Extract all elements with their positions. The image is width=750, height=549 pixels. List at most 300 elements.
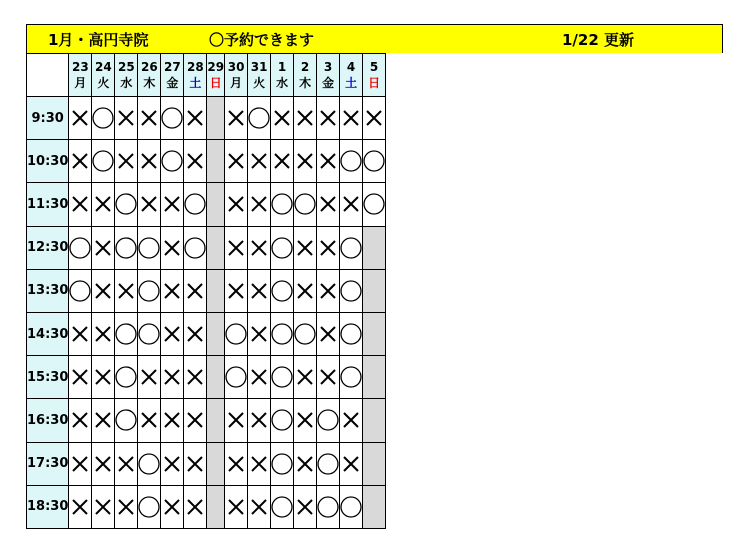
date-header-28 bbox=[184, 54, 207, 97]
slot-booked bbox=[317, 97, 340, 140]
slot-booked bbox=[115, 97, 138, 140]
circle-icon bbox=[271, 366, 293, 388]
weekday-label: 木 bbox=[299, 76, 312, 90]
circle-icon bbox=[363, 150, 385, 172]
cross-icon bbox=[248, 496, 270, 518]
cross-icon bbox=[115, 453, 137, 475]
slot-booked bbox=[138, 399, 161, 442]
slot-booked bbox=[161, 442, 184, 485]
slot-booked bbox=[69, 399, 92, 442]
date-header-31 bbox=[248, 54, 271, 97]
slot-booked bbox=[294, 226, 317, 269]
slot-booked bbox=[363, 97, 386, 140]
circle-icon bbox=[340, 366, 362, 388]
date-header-1 bbox=[271, 54, 294, 97]
slot-booked bbox=[184, 485, 207, 528]
circle-icon bbox=[363, 193, 385, 215]
slot-available bbox=[161, 97, 184, 140]
slot-closed bbox=[207, 442, 225, 485]
cross-icon bbox=[92, 280, 114, 302]
circle-icon bbox=[92, 107, 114, 129]
slot-booked bbox=[294, 485, 317, 528]
slot-available bbox=[271, 312, 294, 355]
time-slot-rows bbox=[27, 97, 386, 529]
availability-table bbox=[26, 53, 386, 529]
cross-icon bbox=[340, 193, 362, 215]
cross-icon bbox=[248, 193, 270, 215]
slot-booked bbox=[184, 97, 207, 140]
cross-icon bbox=[271, 107, 293, 129]
cross-icon bbox=[138, 409, 160, 431]
cross-icon bbox=[92, 453, 114, 475]
date-number: 31 bbox=[250, 60, 268, 74]
date-number: 26 bbox=[141, 60, 158, 74]
date-number: 2 bbox=[300, 60, 310, 74]
slot-booked bbox=[317, 140, 340, 183]
slot-booked bbox=[92, 442, 115, 485]
cross-icon bbox=[184, 453, 206, 475]
weekday-label: 木 bbox=[143, 76, 156, 90]
circle-icon bbox=[294, 193, 316, 215]
slot-available bbox=[317, 399, 340, 442]
cross-icon bbox=[340, 453, 362, 475]
slot-available bbox=[271, 399, 294, 442]
circle-icon bbox=[138, 280, 160, 302]
circle-icon bbox=[115, 323, 137, 345]
slot-booked bbox=[92, 356, 115, 399]
circle-icon bbox=[161, 107, 183, 129]
time-label: 16:30 bbox=[27, 399, 69, 442]
slot-available bbox=[340, 356, 363, 399]
circle-icon bbox=[184, 237, 206, 259]
time-row bbox=[27, 140, 386, 183]
slot-booked bbox=[248, 183, 271, 226]
slot-booked bbox=[248, 356, 271, 399]
circle-icon bbox=[115, 237, 137, 259]
cross-icon bbox=[92, 409, 114, 431]
weekday-label: 水 bbox=[120, 76, 133, 90]
weekday-label: 金 bbox=[166, 76, 179, 90]
cross-icon bbox=[317, 193, 339, 215]
time-label: 12:30 bbox=[27, 226, 69, 269]
weekday-label: 日 bbox=[209, 76, 222, 90]
cross-icon bbox=[271, 150, 293, 172]
weekday-label: 土 bbox=[345, 76, 358, 90]
cross-icon bbox=[138, 193, 160, 215]
time-row bbox=[27, 312, 386, 355]
slot-closed bbox=[207, 97, 225, 140]
date-number: 23 bbox=[72, 60, 89, 74]
circle-icon bbox=[317, 409, 339, 431]
cross-icon bbox=[161, 453, 183, 475]
time-label: 14:30 bbox=[27, 312, 69, 355]
circle-icon bbox=[271, 453, 293, 475]
cross-icon bbox=[184, 323, 206, 345]
cross-icon bbox=[248, 453, 270, 475]
weekday-label: 月 bbox=[74, 76, 87, 90]
cross-icon bbox=[248, 366, 270, 388]
time-row bbox=[27, 485, 386, 528]
slot-booked bbox=[248, 399, 271, 442]
slot-booked bbox=[184, 356, 207, 399]
slot-booked bbox=[294, 269, 317, 312]
cross-icon bbox=[248, 237, 270, 259]
slot-booked bbox=[225, 399, 248, 442]
slot-available bbox=[115, 356, 138, 399]
slot-booked bbox=[138, 356, 161, 399]
cross-icon bbox=[225, 496, 247, 518]
slot-booked bbox=[271, 97, 294, 140]
cross-icon bbox=[294, 107, 316, 129]
slot-available bbox=[271, 485, 294, 528]
cross-icon bbox=[294, 237, 316, 259]
slot-available bbox=[115, 312, 138, 355]
cross-icon bbox=[69, 323, 91, 345]
slot-booked bbox=[340, 97, 363, 140]
slot-booked bbox=[184, 312, 207, 355]
cross-icon bbox=[184, 150, 206, 172]
slot-available bbox=[294, 312, 317, 355]
circle-icon bbox=[271, 409, 293, 431]
circle-icon bbox=[225, 323, 247, 345]
slot-booked bbox=[161, 312, 184, 355]
slot-closed bbox=[363, 442, 386, 485]
slot-available bbox=[161, 140, 184, 183]
slot-booked bbox=[340, 399, 363, 442]
circle-icon bbox=[340, 323, 362, 345]
slot-booked bbox=[92, 312, 115, 355]
slot-booked bbox=[138, 140, 161, 183]
circle-icon bbox=[271, 323, 293, 345]
cross-icon bbox=[317, 107, 339, 129]
slot-booked bbox=[225, 226, 248, 269]
cross-icon bbox=[340, 409, 362, 431]
slot-closed bbox=[363, 226, 386, 269]
slot-booked bbox=[115, 140, 138, 183]
slot-available bbox=[225, 356, 248, 399]
cross-icon bbox=[138, 150, 160, 172]
slot-booked bbox=[69, 183, 92, 226]
slot-available bbox=[271, 183, 294, 226]
cross-icon bbox=[294, 150, 316, 172]
clinic-title: 1月・高円寺院 bbox=[48, 31, 149, 49]
slot-available bbox=[138, 442, 161, 485]
slot-booked bbox=[184, 399, 207, 442]
cross-icon bbox=[340, 107, 362, 129]
slot-available bbox=[317, 442, 340, 485]
slot-booked bbox=[225, 140, 248, 183]
slot-available bbox=[138, 269, 161, 312]
time-label: 15:30 bbox=[27, 356, 69, 399]
slot-available bbox=[184, 226, 207, 269]
time-label: 10:30 bbox=[27, 140, 69, 183]
slot-booked bbox=[92, 399, 115, 442]
cross-icon bbox=[161, 193, 183, 215]
slot-available bbox=[69, 269, 92, 312]
cross-icon bbox=[294, 496, 316, 518]
slot-booked bbox=[294, 97, 317, 140]
slot-booked bbox=[317, 269, 340, 312]
slot-booked bbox=[225, 97, 248, 140]
date-header-23 bbox=[69, 54, 92, 97]
slot-available bbox=[271, 356, 294, 399]
slot-available bbox=[138, 485, 161, 528]
cross-icon bbox=[69, 150, 91, 172]
cross-icon bbox=[248, 409, 270, 431]
slot-available bbox=[271, 442, 294, 485]
slot-booked bbox=[294, 356, 317, 399]
slot-booked bbox=[184, 442, 207, 485]
slot-booked bbox=[248, 269, 271, 312]
date-header-3 bbox=[317, 54, 340, 97]
slot-booked bbox=[92, 485, 115, 528]
cross-icon bbox=[115, 496, 137, 518]
cross-icon bbox=[184, 280, 206, 302]
slot-available bbox=[115, 183, 138, 226]
slot-booked bbox=[184, 140, 207, 183]
date-header-30 bbox=[225, 54, 248, 97]
slot-available bbox=[69, 226, 92, 269]
date-header-26 bbox=[138, 54, 161, 97]
date-number: 1 bbox=[277, 60, 287, 74]
slot-closed bbox=[363, 399, 386, 442]
cross-icon bbox=[184, 496, 206, 518]
cross-icon bbox=[248, 280, 270, 302]
date-number: 28 bbox=[187, 60, 204, 74]
cross-icon bbox=[69, 107, 91, 129]
slot-booked bbox=[271, 140, 294, 183]
slot-available bbox=[115, 399, 138, 442]
slot-closed bbox=[363, 485, 386, 528]
slot-closed bbox=[363, 312, 386, 355]
slot-closed bbox=[207, 183, 225, 226]
slot-closed bbox=[207, 399, 225, 442]
cross-icon bbox=[248, 323, 270, 345]
slot-booked bbox=[161, 183, 184, 226]
weekday-label: 水 bbox=[276, 76, 289, 90]
time-label: 18:30 bbox=[27, 485, 69, 528]
cross-icon bbox=[225, 409, 247, 431]
circle-icon bbox=[138, 323, 160, 345]
cross-icon bbox=[161, 323, 183, 345]
corner-cell bbox=[27, 54, 69, 97]
cross-icon bbox=[294, 280, 316, 302]
slot-booked bbox=[161, 226, 184, 269]
circle-icon bbox=[115, 366, 137, 388]
cross-icon bbox=[184, 366, 206, 388]
weekday-label: 火 bbox=[253, 76, 266, 90]
cross-icon bbox=[92, 237, 114, 259]
circle-icon bbox=[271, 496, 293, 518]
slot-booked bbox=[225, 485, 248, 528]
slot-booked bbox=[92, 269, 115, 312]
slot-booked bbox=[184, 269, 207, 312]
cross-icon bbox=[184, 409, 206, 431]
time-row bbox=[27, 356, 386, 399]
slot-booked bbox=[317, 312, 340, 355]
circle-icon bbox=[138, 453, 160, 475]
cross-icon bbox=[138, 366, 160, 388]
time-label: 11:30 bbox=[27, 183, 69, 226]
slot-available bbox=[92, 140, 115, 183]
circle-icon bbox=[340, 280, 362, 302]
slot-closed bbox=[207, 485, 225, 528]
slot-booked bbox=[69, 97, 92, 140]
slot-booked bbox=[248, 140, 271, 183]
weekday-label: 土 bbox=[189, 76, 202, 90]
time-row bbox=[27, 442, 386, 485]
slot-booked bbox=[161, 269, 184, 312]
time-label: 9:30 bbox=[27, 97, 69, 140]
cross-icon bbox=[92, 193, 114, 215]
cross-icon bbox=[92, 323, 114, 345]
cross-icon bbox=[115, 107, 137, 129]
cross-icon bbox=[161, 237, 183, 259]
cross-icon bbox=[317, 323, 339, 345]
circle-icon bbox=[271, 193, 293, 215]
circle-icon bbox=[69, 237, 91, 259]
time-label: 13:30 bbox=[27, 269, 69, 312]
date-header-25 bbox=[115, 54, 138, 97]
cross-icon bbox=[317, 366, 339, 388]
cross-icon bbox=[225, 237, 247, 259]
slot-booked bbox=[225, 269, 248, 312]
slot-available bbox=[340, 140, 363, 183]
circle-icon bbox=[115, 193, 137, 215]
time-row bbox=[27, 269, 386, 312]
slot-booked bbox=[69, 140, 92, 183]
circle-icon bbox=[138, 237, 160, 259]
cross-icon bbox=[248, 150, 270, 172]
slot-closed bbox=[207, 140, 225, 183]
circle-icon bbox=[340, 150, 362, 172]
slot-booked bbox=[225, 183, 248, 226]
slot-available bbox=[340, 269, 363, 312]
slot-booked bbox=[69, 312, 92, 355]
cross-icon bbox=[138, 107, 160, 129]
circle-icon bbox=[161, 150, 183, 172]
slot-available bbox=[138, 226, 161, 269]
date-header-24 bbox=[92, 54, 115, 97]
weekday-label: 火 bbox=[97, 76, 110, 90]
slot-available bbox=[340, 226, 363, 269]
cross-icon bbox=[161, 409, 183, 431]
date-header-29 bbox=[207, 54, 225, 97]
slot-closed bbox=[207, 269, 225, 312]
slot-booked bbox=[317, 356, 340, 399]
cross-icon bbox=[225, 193, 247, 215]
slot-booked bbox=[92, 183, 115, 226]
slot-booked bbox=[248, 442, 271, 485]
cross-icon bbox=[225, 150, 247, 172]
slot-closed bbox=[207, 312, 225, 355]
cross-icon bbox=[225, 107, 247, 129]
slot-booked bbox=[294, 399, 317, 442]
slot-available bbox=[248, 97, 271, 140]
slot-booked bbox=[317, 226, 340, 269]
date-number: 25 bbox=[118, 60, 135, 74]
circle-icon bbox=[248, 107, 270, 129]
circle-icon bbox=[340, 496, 362, 518]
slot-available bbox=[340, 312, 363, 355]
cross-icon bbox=[69, 453, 91, 475]
slot-booked bbox=[225, 442, 248, 485]
date-number: 27 bbox=[164, 60, 181, 74]
cross-icon bbox=[115, 150, 137, 172]
legend-text: 〇予約できます bbox=[209, 31, 315, 49]
weekday-label: 金 bbox=[322, 76, 335, 90]
slot-booked bbox=[317, 183, 340, 226]
cross-icon bbox=[161, 280, 183, 302]
date-header-27 bbox=[161, 54, 184, 97]
cross-icon bbox=[92, 366, 114, 388]
date-header-2 bbox=[294, 54, 317, 97]
date-header-4 bbox=[340, 54, 363, 97]
slot-booked bbox=[138, 183, 161, 226]
cross-icon bbox=[69, 193, 91, 215]
slot-available bbox=[340, 485, 363, 528]
slot-booked bbox=[248, 226, 271, 269]
slot-closed bbox=[207, 356, 225, 399]
date-header-5 bbox=[363, 54, 386, 97]
date-number: 4 bbox=[346, 60, 356, 74]
slot-booked bbox=[92, 226, 115, 269]
slot-booked bbox=[248, 485, 271, 528]
time-row bbox=[27, 97, 386, 140]
slot-booked bbox=[161, 485, 184, 528]
cross-icon bbox=[294, 366, 316, 388]
slot-available bbox=[294, 183, 317, 226]
circle-icon bbox=[317, 453, 339, 475]
slot-booked bbox=[138, 97, 161, 140]
cross-icon bbox=[225, 453, 247, 475]
circle-icon bbox=[271, 280, 293, 302]
date-header-row bbox=[27, 54, 386, 97]
circle-icon bbox=[138, 496, 160, 518]
slot-available bbox=[184, 183, 207, 226]
slot-available bbox=[271, 269, 294, 312]
circle-icon bbox=[115, 409, 137, 431]
slot-booked bbox=[115, 442, 138, 485]
circle-icon bbox=[317, 496, 339, 518]
time-row bbox=[27, 226, 386, 269]
cross-icon bbox=[317, 150, 339, 172]
slot-booked bbox=[340, 183, 363, 226]
updated-date: 1/22 更新 bbox=[562, 31, 635, 49]
circle-icon bbox=[69, 280, 91, 302]
date-number: 3 bbox=[323, 60, 333, 74]
slot-booked bbox=[161, 399, 184, 442]
date-number: 5 bbox=[369, 60, 379, 74]
cross-icon bbox=[92, 496, 114, 518]
circle-icon bbox=[271, 237, 293, 259]
title-banner bbox=[26, 24, 723, 53]
cross-icon bbox=[294, 453, 316, 475]
slot-available bbox=[138, 312, 161, 355]
slot-booked bbox=[69, 442, 92, 485]
slot-booked bbox=[294, 442, 317, 485]
slot-available bbox=[363, 140, 386, 183]
weekday-label: 日 bbox=[368, 76, 381, 90]
slot-available bbox=[115, 226, 138, 269]
cross-icon bbox=[69, 366, 91, 388]
slot-booked bbox=[69, 356, 92, 399]
time-label: 17:30 bbox=[27, 442, 69, 485]
cross-icon bbox=[225, 280, 247, 302]
slot-available bbox=[317, 485, 340, 528]
circle-icon bbox=[225, 366, 247, 388]
cross-icon bbox=[363, 107, 385, 129]
